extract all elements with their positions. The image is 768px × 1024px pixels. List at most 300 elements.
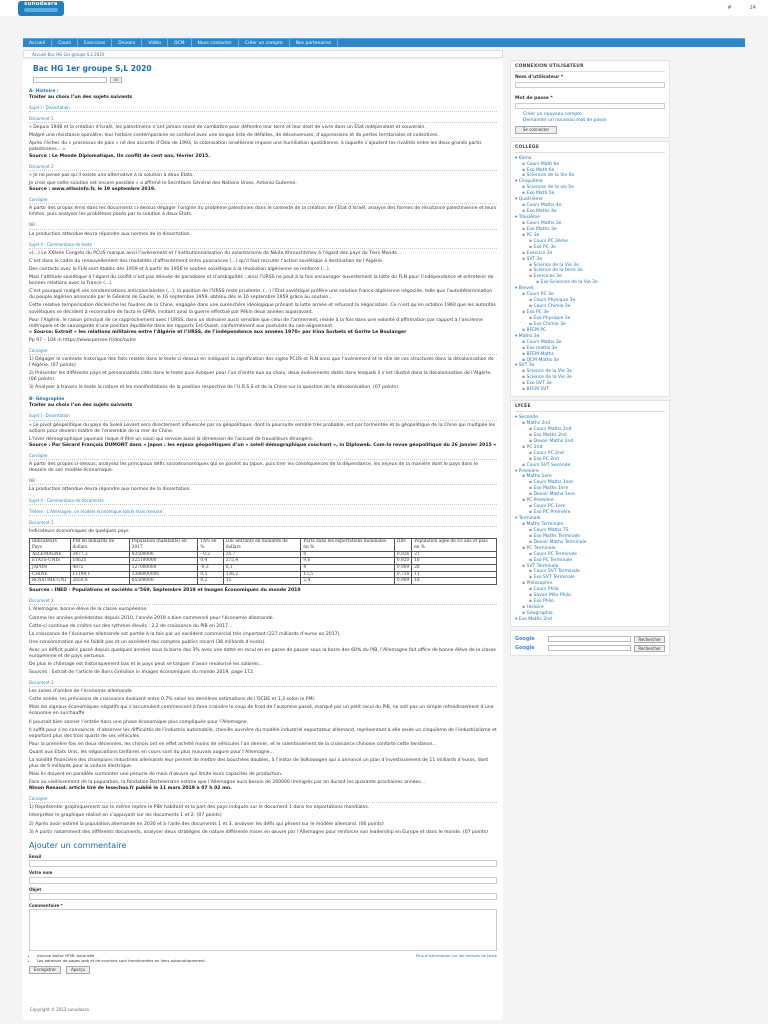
username-label: Nom d’utilisateur * xyxy=(515,74,564,80)
instruction: Traiter au choix l’un des sujets suivants xyxy=(29,94,133,100)
email-field[interactable] xyxy=(29,860,497,867)
google-search-box xyxy=(510,630,670,656)
paragraph: Mais les signaux économiques négatifs qui s’accumulent commencent à faire craindre le coup de froid de l’automne passé, marqué par un petit recul du PIB, ne soit pas un simple refroidissement d’une économie en surchauffe. xyxy=(29,705,494,717)
source-line: Source : www.atlasinfo.fr, le 19 septembre 2019. xyxy=(29,187,156,192)
tree-item-label: Devoir Maths 2nd xyxy=(533,438,574,444)
tree-item-label: Cours Math 6e xyxy=(526,161,560,167)
table-cell: 4872 xyxy=(70,565,129,572)
table-header-cell: TAN en % xyxy=(198,539,223,551)
tree-item-label: Philosophie xyxy=(526,581,553,587)
table-cell: 0,738 xyxy=(394,571,411,578)
table-cell: JAPON xyxy=(30,565,71,572)
tree-item-label: Cours PC 1ere xyxy=(533,504,566,510)
article-body xyxy=(29,89,497,536)
tree-bullet-icon: ▪ xyxy=(536,280,541,286)
login-box xyxy=(510,60,670,138)
tree-bullet-icon: ▪ xyxy=(522,191,527,197)
tree-bullet-icon: ▪ xyxy=(529,315,534,321)
article-body-2 xyxy=(29,588,497,836)
tree-item-label: Cinquième xyxy=(518,179,543,185)
tree-bullet-icon: ▾ xyxy=(515,197,519,203)
paragraph: Cette-ci continue de croître sur des rythmes élevés : 2,2 de croissance du PIB en 2017... xyxy=(29,623,233,629)
table-cell: 275,4 xyxy=(223,558,301,565)
tree-item-label: Cours PC 2nd xyxy=(533,450,564,456)
tree-item-label: Exo Maths 2nd xyxy=(518,616,552,622)
table-header-cell: Population âgée de 65 ans et plus en % xyxy=(412,539,497,551)
tree-item[interactable] xyxy=(515,617,665,623)
tree-bullet-icon: ▪ xyxy=(522,250,527,256)
paragraph: Pour l’Algérie, le raison principal de ce rapprochement avec l’URSS, dans un domaine aussi sensible que celui de l’armement, réside à la fois dans une volonté d’affirmation par rapport à l’ancienne métropole et de sauvegarde d’une position équilibrée dans les rapports Est-Ouest, conformément aux postulats du non-alignement. xyxy=(29,317,483,329)
tree-item-label: Exo PC Première xyxy=(533,510,571,516)
tree-item-label: BFEM PC xyxy=(526,327,547,333)
tree-item-label: Exo PC 3e xyxy=(526,310,549,315)
indicator-table xyxy=(29,538,497,585)
nav-item-8[interactable]: Nos partenaires xyxy=(290,39,339,47)
table-row xyxy=(30,558,497,565)
tree-item-label: Exo maths 3e xyxy=(526,345,558,351)
paragraph: Avec un déficit public passé depuis quelques années sous la barre des 3% avec une dette en recul en en passe de passer sous la barre des 60% du PIB, l’Allemagne fait office de bonne élève de la classe européenne et de pays vertueux. xyxy=(29,647,496,659)
tree-bullet-icon: ▪ xyxy=(529,557,534,563)
name-label: Votre nom xyxy=(29,870,53,876)
tree-item-label: Exo Math 6e xyxy=(526,167,555,173)
source-line: « Source: Extrait « les relations militaires entre l’Algérie et l’URSS, de l’indépendance aux années 1970» par Irina Sorbets et Gorite Le Boulanger xyxy=(29,329,407,335)
paragraph: Il suffit pour s’en convaincre, d’observer les difficultés de l’industrie automobile, cheville ouvrière du modèle industriel exportateur allemand, représentant à elle seule un cinquième de l’industrialisme et exportant plus des trois quarts de ses véhicules. xyxy=(29,727,497,739)
paragraph: Je crois que cette solution est encore possible » a affirmé le Secrétaire Général des Nations Unies, Antonio Guterres. xyxy=(29,180,297,186)
table-cell: 13,5 xyxy=(301,571,394,578)
table-header-row xyxy=(30,539,497,551)
login-links xyxy=(515,112,665,124)
section-heading: B- Géographie xyxy=(29,397,65,403)
tree-item-label: BFEM Maths xyxy=(526,351,554,357)
tree-bullet-icon: ▪ xyxy=(522,375,527,381)
comment-textarea[interactable] xyxy=(29,909,497,951)
tree-item-label: SVT 3e xyxy=(518,363,535,369)
tree-item-label: Exo Chimie 3e xyxy=(533,321,566,327)
tree-item-label: Maths 2nd xyxy=(526,421,551,426)
tree-item-label: PC 3e xyxy=(526,232,540,238)
table-cell: 2650,8 xyxy=(70,578,129,585)
tree-bullet-icon: ▪ xyxy=(522,209,527,215)
paragraph: 1) Représenter graphiquement sur le même repère le PIB/ habitant et la part des pays indiqués sur le document 1 dans les exportations mondiales. xyxy=(29,805,370,811)
tree-item-label: BFEM SVT xyxy=(526,387,549,393)
table-header-cell: IDH xyxy=(394,539,411,551)
paragraph: La croissance de l’économie allemande est portée à la fois par un excédent commercial très important (227 milliards d’euros en 2017). xyxy=(29,631,341,637)
paragraph: Mais ils doivent en parallèle surmonter une pénurie de main d’œuvre qui limite leurs capacités de production. xyxy=(29,771,283,777)
paragraph: Malgré une résistance opiniâtre, leur histoire contemporaine se confond avec une longue liste de défaites, de déconvenues, d’oppressions et de pertes territoriales et collectives. xyxy=(29,133,439,139)
table-header-cell: PIB en milliards de dollars xyxy=(70,539,129,551)
nav-item-2[interactable]: Exercices xyxy=(78,39,112,47)
logo-text: sunudaara xyxy=(24,1,58,7)
sidebar xyxy=(510,60,670,659)
tree-bullet-icon: ▪ xyxy=(522,339,527,345)
username-input[interactable] xyxy=(515,82,665,88)
tree-bullet-icon: ▪ xyxy=(529,450,534,456)
tree-bullet-icon: ▪ xyxy=(529,539,534,545)
subheading: Document 3 xyxy=(29,680,497,687)
search-input[interactable] xyxy=(33,77,107,83)
tree-item-label: Cours SVT Terminale xyxy=(533,569,580,575)
tree-item-label: PC Terminale xyxy=(526,545,556,551)
tree-bullet-icon: ▪ xyxy=(522,226,527,232)
paragraph: « Depuis 1948 et la création d’Israël, les palestiniens n’ont jamais cessé de combattre pour défendre leur terre et leur droit de vivre dans un État indépendant et souverain. xyxy=(29,125,426,131)
login-title: CONNEXION UTILISATEUR xyxy=(515,64,665,72)
paragraph: Comme les années précédentes depuis 2010, l’année 2019 a bien commencé pour l’économie allemande. xyxy=(29,615,275,621)
email-label: Email xyxy=(29,854,42,860)
tree-bullet-icon: ▪ xyxy=(529,575,534,581)
paragraph: Après l’échec du « processus de paix » né des accords d’Oslo de 1993, la colonisation israélienne impose une humiliation quotidienne, à laquelle s’ajoutent les rivalités entre les deux grands partis palestiniens... » xyxy=(29,141,482,153)
tree-bullet-icon: ▪ xyxy=(522,498,527,504)
paragraph: L’hiver démographique japonais risque d’être un souci qui renvoie aussi la dimension de l’accueil de travailleurs étrangers. xyxy=(29,436,314,442)
paragraph: Mais l’attitude soviétique à l’égard du conflit n’est pas dénuée de paradoxes et d’ambiguïtés ; ainsi l’URSS ne peut à la fois encourager ouvertement la lutte du FLN pour l’indépendance et entretenir de bonnes relations avec la France (...). xyxy=(29,275,494,287)
tree-bullet-icon: ▪ xyxy=(529,569,534,575)
paragraph: Interpréter le graphique réalisé en s’appuyant sur les documents 1 et 2. (07 points) xyxy=(29,813,222,819)
google-search-row xyxy=(515,636,665,643)
password-label: Mot de passe * xyxy=(515,95,553,101)
paragraph: Indicateurs économiques de quelques pays xyxy=(29,529,129,535)
nav-item-3[interactable]: Devoirs xyxy=(112,39,142,47)
tree-item-label: Devoir Maths Terminale xyxy=(533,539,587,545)
table-cell: - 0,2 xyxy=(198,551,223,558)
table-cell: 1386000000 xyxy=(129,571,198,578)
main-content xyxy=(23,60,503,1020)
tree-item-label: Sciences de la Vie 6e xyxy=(526,173,575,179)
tree-bullet-icon: ▪ xyxy=(529,587,534,593)
paragraph: « Le pivot géopolitique du pays du Soleil Levant sera directement influencée par sa géopolitique, dont la poursuite semble très probable, est par tormentée et la géopolitique de la Chine qui multiplie les actions pour devenir maître de l’ensemble de la mer de Chine. xyxy=(29,422,496,434)
tree-item-label: Cours Philo xyxy=(533,587,559,593)
tree-item-label: Exercice 3e xyxy=(526,250,553,256)
tree-bullet-icon: ▪ xyxy=(529,298,534,304)
table-cell: 2,4 xyxy=(301,578,394,585)
tree-item[interactable] xyxy=(515,387,665,393)
lycee-title: LYCÉE xyxy=(515,404,665,412)
tree-bullet-icon: ▪ xyxy=(522,563,527,569)
tree-item-label: Science de la terre 3e xyxy=(533,268,583,274)
tree-item-label: Cours Maths TS xyxy=(533,527,569,533)
top-icons xyxy=(709,5,756,12)
table-row xyxy=(30,565,497,572)
format-notes xyxy=(37,953,206,963)
table-cell: 8 xyxy=(301,551,394,558)
subheading: Sujet II - Commentaire de texte xyxy=(29,242,497,249)
tree-item-label: Cours PC 3ème xyxy=(533,238,568,244)
tree-bullet-icon: ▪ xyxy=(522,220,527,226)
tree-item-label: Cours Maths 3e xyxy=(526,339,562,345)
tree-item-label: QCM Maths 3e xyxy=(526,357,560,363)
table-cell: 0,4 xyxy=(198,558,223,565)
google-search-input-2[interactable] xyxy=(548,645,632,651)
tree-bullet-icon: ▪ xyxy=(522,292,527,298)
tree-item-label: Science de la Vie 3e xyxy=(526,369,572,375)
tree-item-label: Cours Maths 1ere xyxy=(533,480,574,486)
tree-item-label: SVT 3e xyxy=(526,256,543,262)
table-cell: 0,909 xyxy=(394,578,411,585)
tree-item-label: Maths 3e xyxy=(518,333,540,339)
paragraph: Une consommation qui ne faiblit pas et un excédent des comptes publics record (38 milliards d’euros). xyxy=(29,639,266,645)
create-account-link[interactable]: Créer un nouveau compte xyxy=(523,111,582,117)
subheading: Document 2 xyxy=(29,164,497,171)
tree-item-label: Cours PC Terminale xyxy=(533,551,577,557)
comment-label: Commentaire * xyxy=(29,903,63,908)
tree-item-label: Exo PC Terminale xyxy=(533,557,573,563)
tree-bullet-icon: ▪ xyxy=(522,462,527,468)
tree-bullet-icon: ▾ xyxy=(515,363,519,369)
nav-item-7[interactable]: Créer un compte xyxy=(239,39,290,47)
table-cell: 3477,3 xyxy=(70,551,129,558)
tree-bullet-icon: ▪ xyxy=(529,321,534,327)
tree-item-label: SVT Terminale xyxy=(526,563,559,569)
paragraph: 3) A partir notamment des différents documents, analyser deux stratégies de nature différente mises en œuvre par l’Allemagne pour renforcer son leadership en Europe et dans le monde. (07 points) xyxy=(29,829,488,835)
tree-bullet-icon: ▪ xyxy=(522,421,527,426)
tree-bullet-icon: ▪ xyxy=(522,256,527,262)
tree-item-label: Exercices 3e xyxy=(533,274,562,280)
tree-item-label: Exo Maths Terminale xyxy=(533,533,580,539)
tree-bullet-icon: ▪ xyxy=(522,581,527,587)
tree-item-label: Science de la Vie 3e xyxy=(533,262,579,268)
subheading: Sujet I - Dissertation xyxy=(29,105,497,112)
tree-item-label: Maths 1ere xyxy=(526,474,552,480)
tree-bullet-icon: ▪ xyxy=(522,203,527,209)
subheading: Sujet I - Dissertation xyxy=(29,413,497,420)
tree-bullet-icon: ▪ xyxy=(522,611,527,616)
tree-item-label: Cours Physique 3e xyxy=(533,298,576,304)
tree-bullet-icon: ▾ xyxy=(515,286,519,292)
tree-bullet-icon: ▪ xyxy=(522,381,527,387)
table-cell: 16 xyxy=(412,558,497,565)
table-cell: 9,6 xyxy=(301,558,394,565)
paragraph: A partir des propos ci-dessus, analysez les principaux défis socioéconomiques qui se posent au Japon, puis tirer les conséquences de la dépendance, les enjeux de la manière dont le pays dans le dessein de son modèle économique. xyxy=(29,462,479,474)
tree-bullet-icon: ▪ xyxy=(522,444,527,450)
google-search-button[interactable]: Rechercher xyxy=(634,636,665,643)
google-logo: Google xyxy=(515,645,535,652)
tree-item-label: Exo Sciences de la Vie 3e xyxy=(540,280,598,286)
save-button[interactable]: Enregistrer xyxy=(29,966,61,974)
paragraph: 2) Présenter les différents pays et personnalités cités dans le texte puis évoquer pour l’un d’entre eux au choix, deux événements datés dans lesquels il s’est illustré dans la décolonisation de l’Algérie. (06 points) xyxy=(29,371,492,383)
tree-item-label: Première xyxy=(518,468,539,474)
table-cell: 21 xyxy=(412,551,497,558)
table-cell: 35,7 xyxy=(223,551,301,558)
paragraph: 3) Analyser à travers le texte la nature et les manifestations de la position respective de l’U.R.S.S et de la Chine sur la question de la décolonisation. (07 points) xyxy=(29,385,399,391)
table-cell: 325100000 xyxy=(129,558,198,565)
lycee-tree xyxy=(515,415,665,623)
paragraph: Des contacts avec le FLN sont établis dès 1959 et à partir de 1956 le soutien soviétique à la révolution algérienne se renforce (...). xyxy=(29,267,331,273)
tree-bullet-icon: ▪ xyxy=(522,310,527,315)
table-cell: 0,920 xyxy=(394,558,411,565)
top-bar xyxy=(0,0,768,16)
subheading: NB : xyxy=(29,478,497,485)
paragraph: «(...) Le XXème Congrès du PCUS marque ainsi l’avènement et l’institutionnalisation du volontarisme de Nikita Khrouchtchev à l’égard des pays du Tiers Monde... xyxy=(29,251,402,257)
tree-bullet-icon: ▪ xyxy=(529,504,534,510)
login-button[interactable]: Se connecter xyxy=(515,126,557,134)
tree-bullet-icon: ▪ xyxy=(522,167,527,173)
main-nav xyxy=(23,38,745,47)
preview-button[interactable]: Aperçu xyxy=(66,966,90,974)
paragraph: Sources : Extrait de l’article de Boris Grésillon in Images économiques du monde 2019, page 172. xyxy=(29,669,255,675)
tree-bullet-icon: ▪ xyxy=(522,327,527,333)
table-cell: 0,909 xyxy=(394,565,411,572)
table-header-cell: Parts dans les exportations mondiales en % xyxy=(301,539,394,551)
tree-item-label: PC Première xyxy=(526,498,554,504)
tree-bullet-icon: ▪ xyxy=(522,232,527,238)
table-cell: 18625 xyxy=(70,558,129,565)
table-cell: 83500000 xyxy=(129,551,198,558)
tree-bullet-icon: ▪ xyxy=(529,438,534,444)
tree-item-label: Troisième xyxy=(518,215,541,220)
tree-item-label: Cours Maths 2nd xyxy=(533,426,572,432)
tree-item-label: Exo Maths 1ere xyxy=(533,486,569,492)
subheading: Consigne xyxy=(29,348,497,355)
paragraph: C’est pourquoi malgré ses condamnations anticolonialistes (...), la position de l’URSS reste prudente. (...) l’État soviétique préfère une solution franco-algérienne négociée, telle que l’autodétermination du peuple algérien annoncée par le Général de Gaulle, le 16 septembre 1959, obtenu dès le 16 septembre 1959 grâce au soutien... xyxy=(29,289,493,301)
source-line: Source : Par Gérard François DUMONT dans « Japon : les enjeux géopolitiques d’un « soleil démographique couchant », in Diploweb. Com-la revue géopolitique du 26 janvier 2015 » xyxy=(29,442,497,448)
tree-bullet-icon: ▪ xyxy=(522,387,527,393)
tree-item-label: Maths Terminale xyxy=(526,521,564,527)
hash-icon[interactable]: # xyxy=(727,5,732,11)
paragraph: « Je ne pense pas qu’il existe une alternative à la solution à deux Etats. xyxy=(29,172,194,178)
nav-item-6[interactable]: Nous contacter xyxy=(192,39,239,47)
table-cell: CHINE xyxy=(30,571,71,578)
tree-item-label: 6ème xyxy=(518,155,532,161)
google-search-input[interactable] xyxy=(548,636,632,642)
paragraph: 1) Dégager le contexte historique des faits relatés dans le texte ci-dessus en indiquant la signification des sigles PCUS et FLN ainsi que l’avènement et le rôle de ces structures dans la décolonisation de l’Algérie. (07 points) xyxy=(29,357,494,369)
tree-item-label: Cours Maths 4e xyxy=(526,203,562,209)
table-cell: 15 xyxy=(223,578,301,585)
tree-bullet-icon: ▪ xyxy=(529,426,534,432)
tree-item-label: Savoir Méo Philo xyxy=(533,593,571,599)
tree-item-label: Exo Maths 3e xyxy=(526,226,557,232)
paragraph: La production attendue devra répondre aux normes de la dissertation. xyxy=(29,231,192,237)
count-icon[interactable]: 24 xyxy=(749,5,756,11)
nav-item-0[interactable]: Accueil xyxy=(23,39,52,47)
table-cell: 28 xyxy=(412,565,497,572)
college-title: COLLÈGE xyxy=(515,145,665,153)
google-search-row-2 xyxy=(515,645,665,652)
college-box xyxy=(510,141,670,397)
table-cell: ROYAUME-UNI xyxy=(30,578,71,585)
table-cell: 0,5 xyxy=(198,571,223,578)
table-cell: 4 xyxy=(301,565,394,572)
table-cell: ÉTATS-UNIS xyxy=(30,558,71,565)
tree-item-label: Exo Maths 4e xyxy=(526,209,557,215)
tree-item-label: Exo SVT Terminale xyxy=(533,575,575,581)
reset-password-link[interactable]: Demander un nouveau mot de passe xyxy=(523,117,607,123)
breadcrumb[interactable]: Accueil Bac HG 1er groupe S.L 2020 xyxy=(23,50,503,58)
tree-item-label: Exo Philo xyxy=(533,599,554,605)
format-info-link[interactable]: Plus d’information sur les formats de texte xyxy=(415,953,497,959)
tree-item-label: Exo PC 3e xyxy=(533,244,556,250)
table-cell: 11 xyxy=(412,571,497,578)
tree-bullet-icon: ▾ xyxy=(515,155,519,161)
name-field[interactable] xyxy=(29,877,497,884)
tree-bullet-icon: ▾ xyxy=(515,333,519,339)
tree-bullet-icon: ▪ xyxy=(529,274,534,280)
password-input[interactable] xyxy=(515,103,665,109)
tree-bullet-icon: ▪ xyxy=(522,357,527,363)
table-cell: 11199,1 xyxy=(70,571,129,578)
tree-item-label: Géographie xyxy=(526,611,553,616)
table-header-cell: IDE entrants en milliards de dollars xyxy=(223,539,301,551)
table-row xyxy=(30,571,497,578)
tree-bullet-icon: ▪ xyxy=(522,605,527,611)
tree-item-label: Devoir Maths 1ere xyxy=(533,492,575,498)
tree-bullet-icon: ▾ xyxy=(515,516,519,521)
tree-bullet-icon: ▪ xyxy=(529,492,534,498)
tree-item-label: Terminale xyxy=(518,516,541,521)
table-cell: -0,3 xyxy=(198,565,223,572)
source-line: Source : Le Monde Diplomatique, Un conflit de cent ans, février 2015. xyxy=(29,153,210,159)
nav-item-5[interactable]: QCM xyxy=(168,39,192,47)
site-logo[interactable] xyxy=(18,1,64,16)
tree-bullet-icon: ▪ xyxy=(529,456,534,462)
tree-item-label: Brevet xyxy=(518,286,534,292)
table-cell: 65500000 xyxy=(129,578,198,585)
subject-field[interactable] xyxy=(29,893,497,900)
paragraph: Il pourrait bien sonner l’entrée dans une phase économique plus compliquée pour l’Allemagne. xyxy=(29,719,249,725)
nav-item-4[interactable]: Vidéo xyxy=(142,39,168,47)
source-line: Ninon Renaud: article tiré de lesechos.fr publié le 11 mars 2019 à 07 h 02 mn. xyxy=(29,786,232,792)
tree-bullet-icon: ▪ xyxy=(529,551,534,557)
tree-item-label: Exo PC 2nd xyxy=(533,456,559,462)
tree-bullet-icon: ▪ xyxy=(522,369,527,375)
paragraph: De plus le chômage est historiquement bas et le pays peut se targuer d’avoir revalorisé les salaires... xyxy=(29,661,263,667)
paragraph: Cette année, les prévisions de croissance évoluent entre 0.7% selon les dernières estimations de l’OCDE et 1,3 selon le FMI. xyxy=(29,697,316,703)
tree-item-label: Cours Chimie 3e xyxy=(533,304,571,310)
paragraph: 2) Après avoir estimé la population allemande en 2030 et à l’aide des documents 1 et 3, analyser les défis qui pèsent sur le modèle allemand. (06 points) xyxy=(29,821,384,827)
tree-item-label: Cours SVT Seconde xyxy=(526,462,571,468)
tree-bullet-icon: ▪ xyxy=(522,521,527,527)
tree-bullet-icon: ▪ xyxy=(522,173,527,179)
tree-bullet-icon: ▪ xyxy=(522,345,527,351)
tree-item-label: Exo Maths 2nd xyxy=(533,432,567,438)
subheading: Document 1 xyxy=(29,520,497,527)
table-cell: 0,926 xyxy=(394,551,411,558)
tree-bullet-icon: ▪ xyxy=(522,161,527,167)
tree-bullet-icon: ▪ xyxy=(522,474,527,480)
tree-bullet-icon: ▪ xyxy=(529,533,534,539)
subheading: Sujet II - Commentaire de documents xyxy=(29,498,497,505)
page-title: Bac HG 1er groupe S,L 2020 xyxy=(33,64,152,73)
paragraph: Face au vieillissement de la population, la fondation Bertelsmann estime que l’Allemagne aura besoin de 260000 immigrés par an durant les quarante prochaines années... xyxy=(29,780,426,786)
nav-item-1[interactable]: Cours xyxy=(52,39,78,47)
tree-item-label: Quatrième xyxy=(518,197,543,203)
google-search-button-2[interactable]: Rechercher xyxy=(634,645,665,652)
section-heading: A- Histoire : xyxy=(29,88,59,94)
subheading: Document 1 xyxy=(29,116,497,123)
paragraph: La production attendue devra répondre aux normes de la dissertation. xyxy=(29,487,192,493)
lycee-box xyxy=(510,400,670,627)
google-logo: Google xyxy=(515,636,535,643)
table-cell: 136,2 xyxy=(223,571,301,578)
tree-bullet-icon: ▾ xyxy=(515,215,519,220)
paragraph: L’Allemagne, bonne élève de la classe européenne. xyxy=(29,607,148,613)
subheading: NB : xyxy=(29,222,497,229)
subheading: Thème : L’Allemagne, un modèle économique solide mais menacé xyxy=(29,509,497,516)
tree-bullet-icon: ▪ xyxy=(522,545,527,551)
tree-bullet-icon: ▪ xyxy=(529,432,534,438)
tree-item-label: PC 2nd xyxy=(526,444,543,450)
instruction: Traiter au choix l’un des sujets suivants xyxy=(29,403,133,409)
search-button[interactable]: OK xyxy=(110,77,122,83)
search-row xyxy=(33,77,497,83)
tree-item-label: Histoire xyxy=(526,605,544,611)
college-tree xyxy=(515,156,665,394)
table-row xyxy=(30,551,497,558)
table-cell: 0,2 xyxy=(198,578,223,585)
comment-title: Ajouter un commentaire xyxy=(29,840,127,850)
source-line: Sources : INED - Populations et sociétés n°569, Septembre 2019 et Images Économiques du monde 2019 xyxy=(29,588,301,594)
paragraph: C’est dans le cadre du renouvellement des modalités d’affrontement entre puissances (...) qu’il faut recruter l’action soviétique à destination de l’Algérie. xyxy=(29,259,384,265)
tree-item-label: Exo Math 5e xyxy=(526,191,555,197)
tree-bullet-icon: ▪ xyxy=(522,351,527,357)
comment-buttons xyxy=(29,966,497,974)
